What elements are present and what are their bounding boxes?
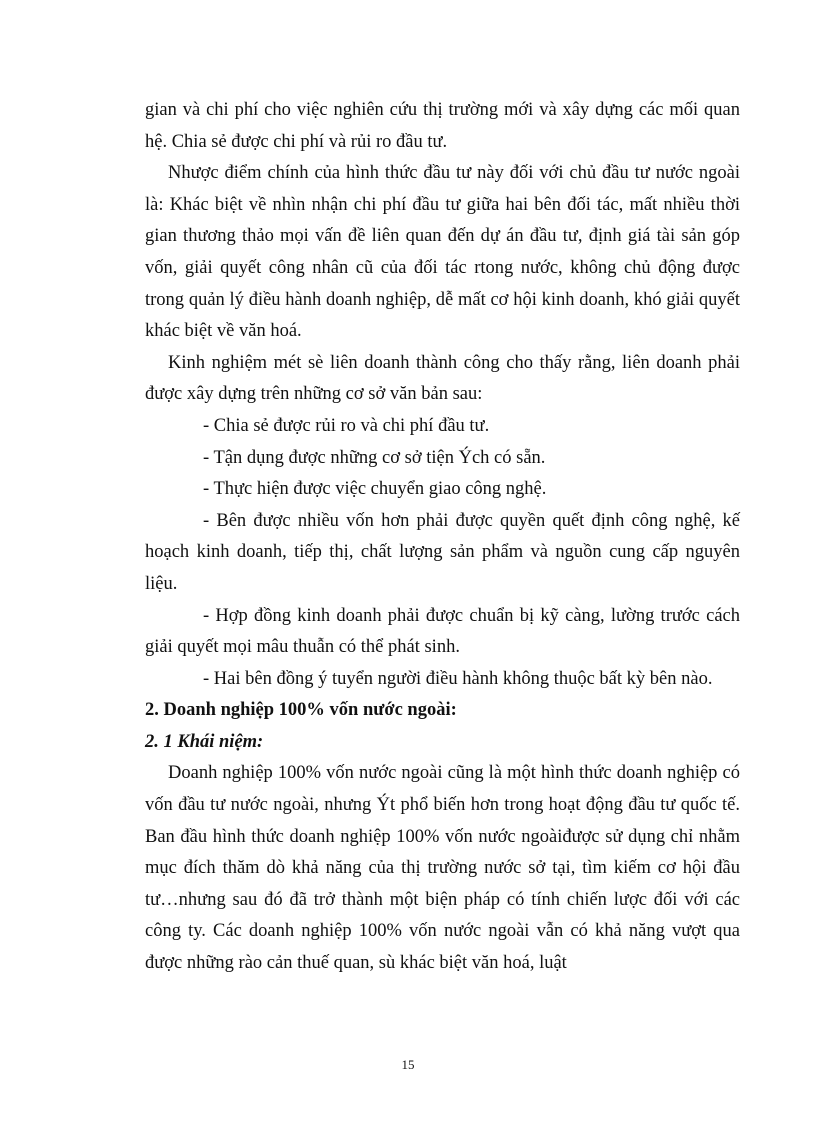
- paragraph-definition: Doanh nghiệp 100% vốn nước ngoài cũng là một hình thức doanh nghiệp có vốn đầu tư nước ngoài, nhưng Ýt phổ biến hơn trong hoạt động đầu tư quốc tế. Ban đầu hình thức doanh nghiệp 100% vốn nước ngoàiđược sử dụng chỉ nhằm mục đích thăm dò khả năng của thị trường nước sở tại, tìm kiếm cơ hội đầu tư…nhưng sau đó đã trở thành một biện pháp có tính chiến lược đối với các công ty. Các doanh nghiệp 100% vốn nước ngoài vẫn có khả năng vượt qua được những rào cản thuế quan, sù khác biệt văn hoá, luật: [145, 763, 740, 974]
- list-item: - Hợp đồng kinh doanh phải được chuẩn bị kỹ càng, lường trước cách giải quyết mọi mâu thuẫn có thể phát sinh.: [145, 605, 740, 658]
- subsection-heading: 2. 1 Khái niệm:: [145, 731, 264, 752]
- list-item: - Hai bên đồng ý tuyển người điều hành không thuộc bất kỳ bên nào.: [203, 668, 713, 689]
- section-heading: 2. Doanh nghiệp 100% vốn nước ngoài:: [145, 700, 457, 721]
- paragraph-disadvantages: Nhược điểm chính của hình thức đầu tư này đối với chủ đầu tư nước ngoài là: Khác biệt về nhìn nhận chi phí đầu tư giữa hai bên đối tác, mất nhiều thời gian thương thảo mọi vấn đề liên quan đến dự án đầu tư, định giá tài sản góp vốn, giải quyết công nhân cũ của đối tác rtong nước, không chủ động được trong quản lý điều hành doanh nghiệp, dễ mất cơ hội kinh doanh, khó giải quyết khác biệt về văn hoá.: [145, 163, 740, 342]
- paragraph-experience: Kinh nghiệm mét sè liên doanh thành công cho thấy rằng, liên doanh phải được xây dựng trên những cơ sở văn bản sau:: [145, 352, 740, 405]
- list-item: - Chia sẻ được rủi ro và chi phí đầu tư.: [203, 415, 490, 436]
- page-number: 15: [401, 1057, 415, 1072]
- paragraph-continuation: gian và chi phí cho việc nghiên cứu thị trường mới và xây dựng các mối quan hệ. Chia sẻ được chi phí và rủi ro đầu tư.: [145, 100, 740, 152]
- list-item: - Bên được nhiều vốn hơn phải được quyền quết định công nghệ, kế hoạch kinh doanh, tiếp thị, chất lượng sản phẩm và nguồn cung cấp nguyên liệu.: [145, 510, 740, 594]
- list-item: - Thực hiện được việc chuyển giao công nghệ.: [203, 479, 547, 500]
- body-text: [145, 95, 740, 980]
- list-item: - Tận dụng được những cơ sở tiện Ých có sẵn.: [203, 447, 546, 468]
